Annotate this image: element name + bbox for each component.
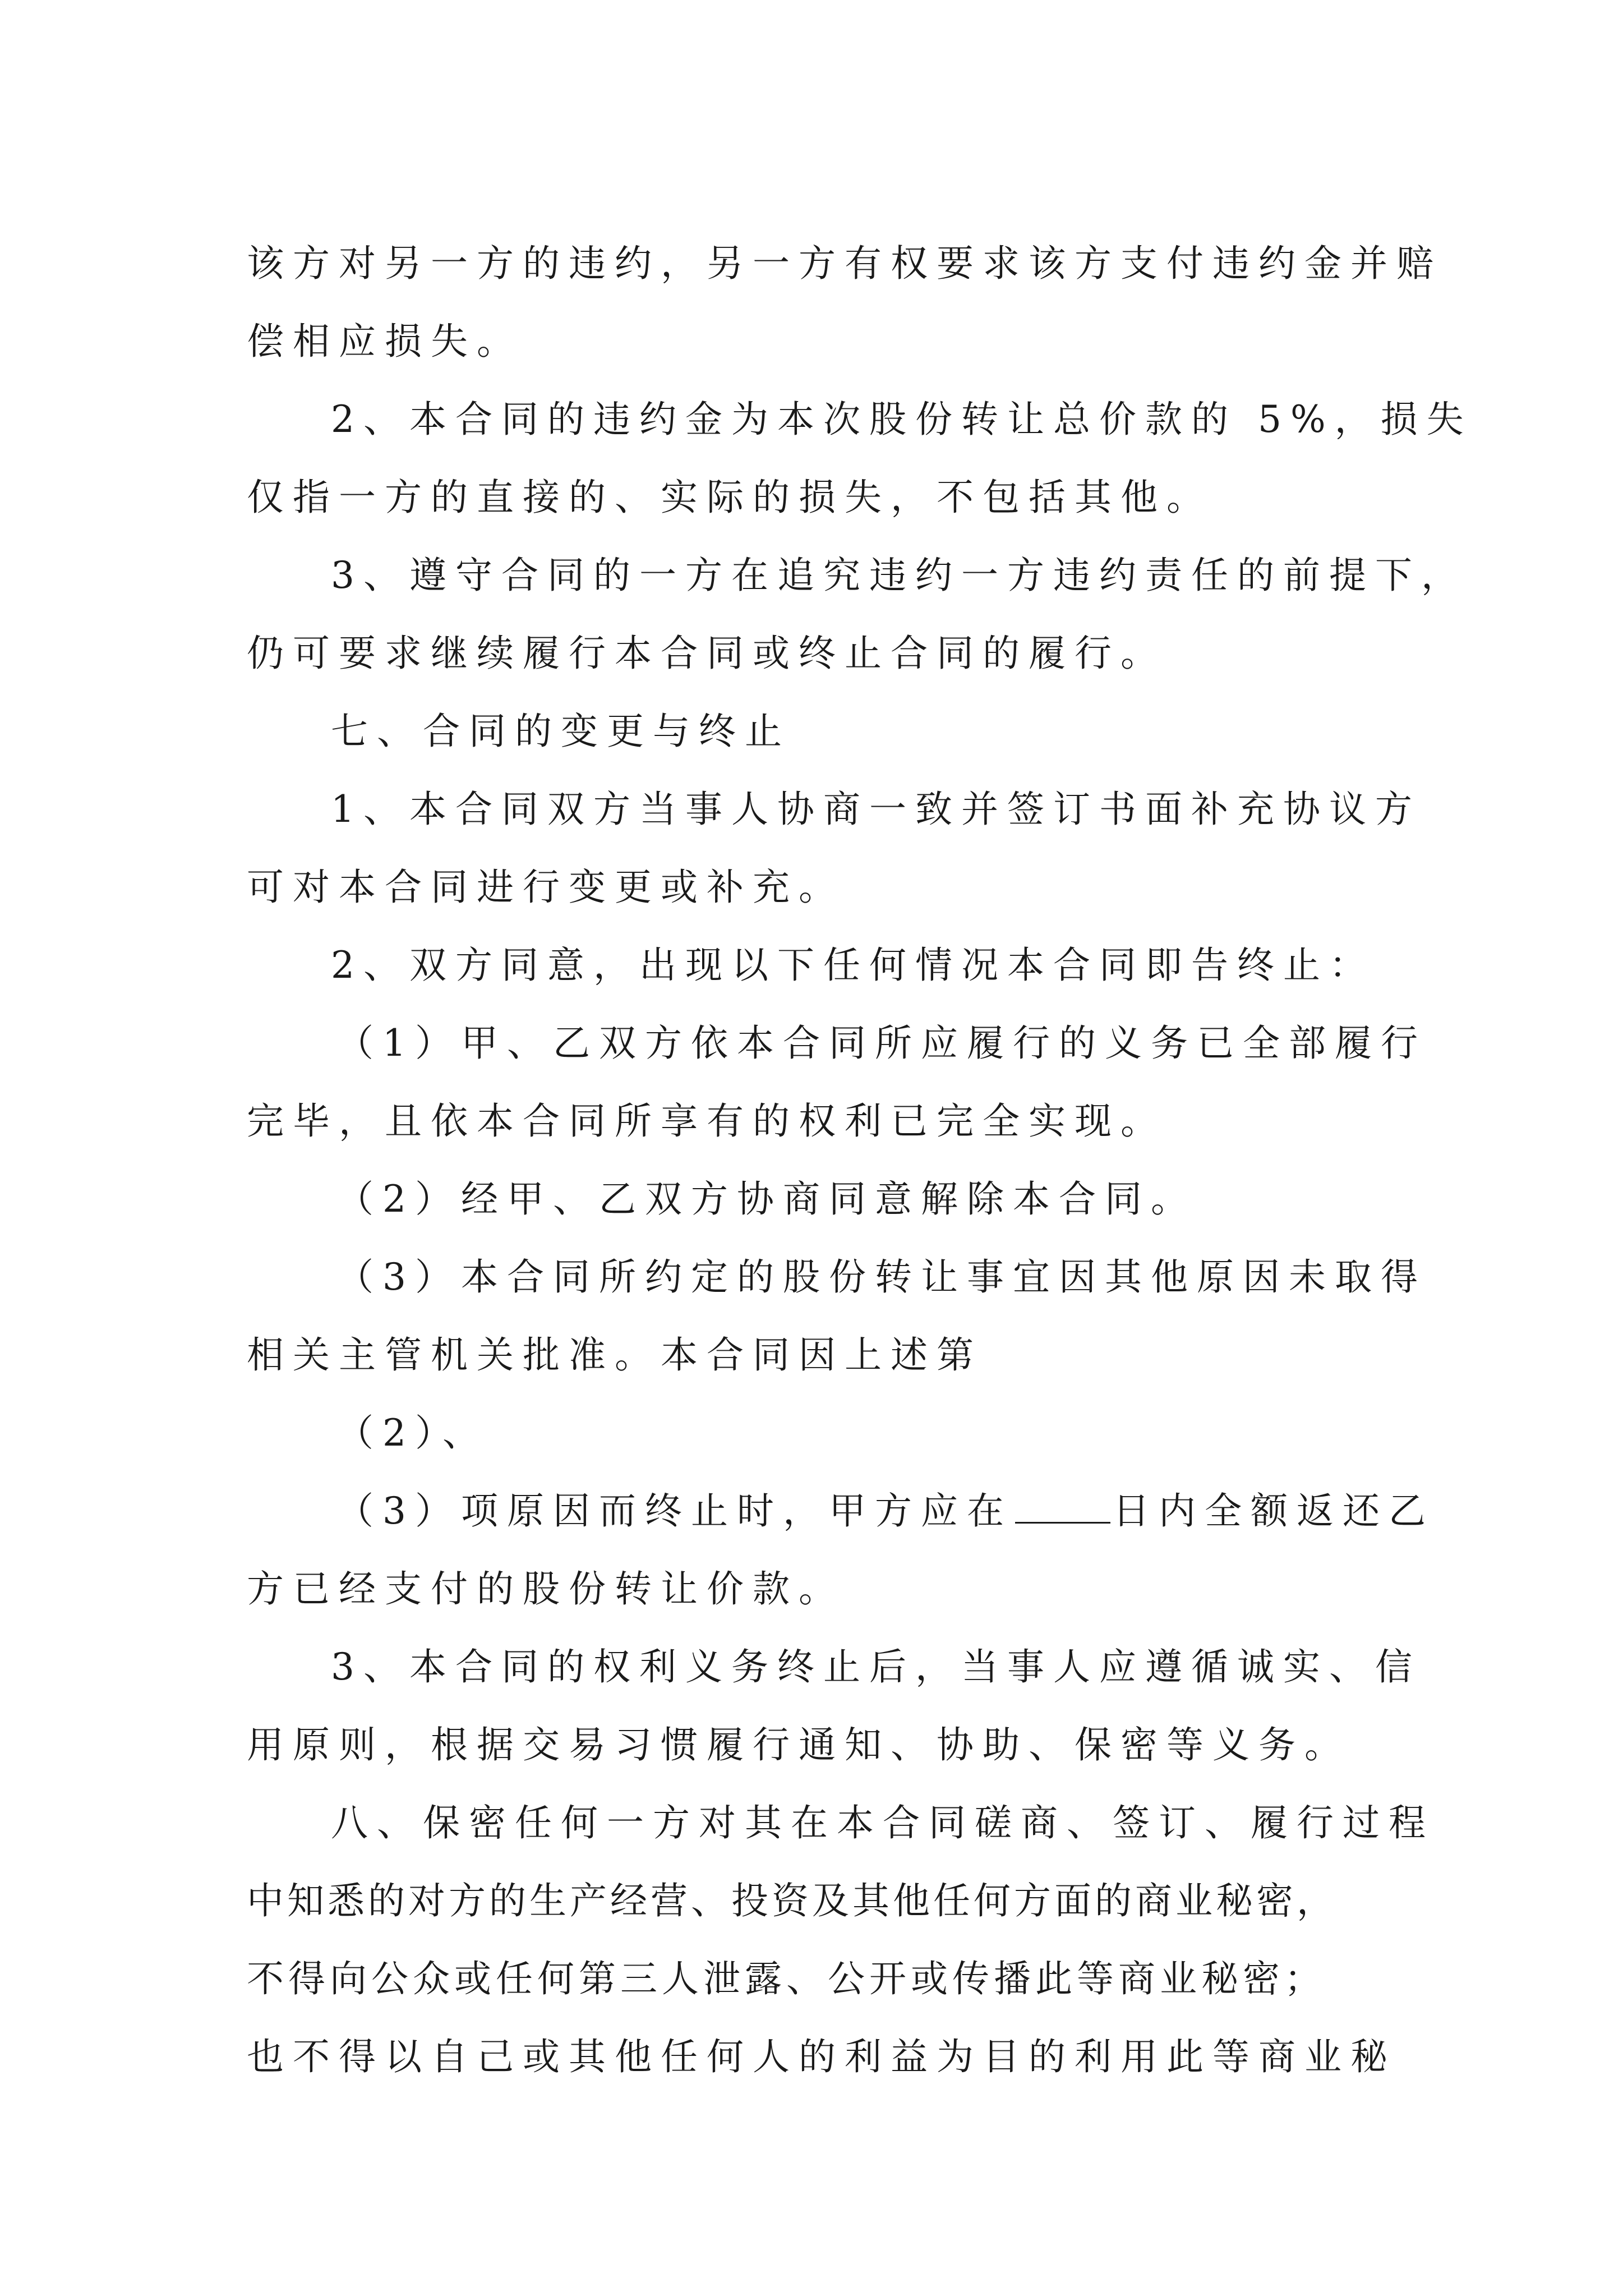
- text-line: [336, 1472, 1435, 1550]
- text-line: （2）经甲、乙双方协商同意解除本合同。: [336, 1177, 1197, 1221]
- text-line: 2、本合同的违约金为本次股份转让总价款的 5%，损失: [331, 398, 1473, 441]
- text-segment: 日内全额返还乙: [1113, 1489, 1435, 1533]
- text-line: 方已经支付的股份转让价款。: [247, 1567, 845, 1611]
- text-line: 中知悉的对方的生产经营、投资及其他任何方面的商业秘密，: [247, 1879, 1337, 1922]
- fill-in-blank: [1015, 1488, 1110, 1524]
- text-line: 用原则，根据交易习惯履行通知、协助、保密等义务。: [247, 1723, 1350, 1766]
- section-heading: 八、保密任何一方对其在本合同磋商、签订、履行过程: [331, 1801, 1435, 1844]
- text-line: （1）甲、乙双方依本合同所应履行的义务已全部履行: [336, 1022, 1427, 1065]
- text-line: 完毕，且依本合同所享有的权利已完全实现。: [247, 1099, 1166, 1143]
- text-line: （3）本合同所约定的股份转让事宜因其他原因未取得: [336, 1255, 1427, 1299]
- text-line: 偿相应损失。: [247, 320, 523, 363]
- text-line: 该方对另一方的违约，另一方有权要求该方支付违约金并赔: [247, 242, 1442, 285]
- text-line: 可对本合同进行变更或补充。: [247, 866, 845, 909]
- text-line: 仍可要求继续履行本合同或终止合同的履行。: [247, 632, 1166, 675]
- text-line: 2、双方同意，出现以下任何情况本合同即告终止：: [331, 944, 1375, 987]
- text-line: （2）、: [336, 1411, 488, 1455]
- section-heading: 七、合同的变更与终止: [331, 710, 791, 753]
- text-line: 1、本合同双方当事人协商一致并签订书面补充协议方: [331, 788, 1421, 831]
- text-line: 相关主管机关批准。本合同因上述第: [247, 1333, 983, 1377]
- text-segment: （3）项原因而终止时，甲方应在: [336, 1489, 1013, 1533]
- text-line: 3、本合同的权利义务终止后，当事人应遵循诚实、信: [331, 1645, 1421, 1688]
- text-line: 3、遵守合同的一方在追究违约一方违约责任的前提下，: [331, 554, 1467, 597]
- text-line: 不得向公众或任何第三人泄露、公开或传播此等商业秘密；: [247, 1957, 1326, 2000]
- text-line: 也不得以自己或其他任何人的利益为目的利用此等商业秘: [247, 2035, 1396, 2078]
- text-line: 仅指一方的直接的、实际的损失，不包括其他。: [247, 476, 1212, 519]
